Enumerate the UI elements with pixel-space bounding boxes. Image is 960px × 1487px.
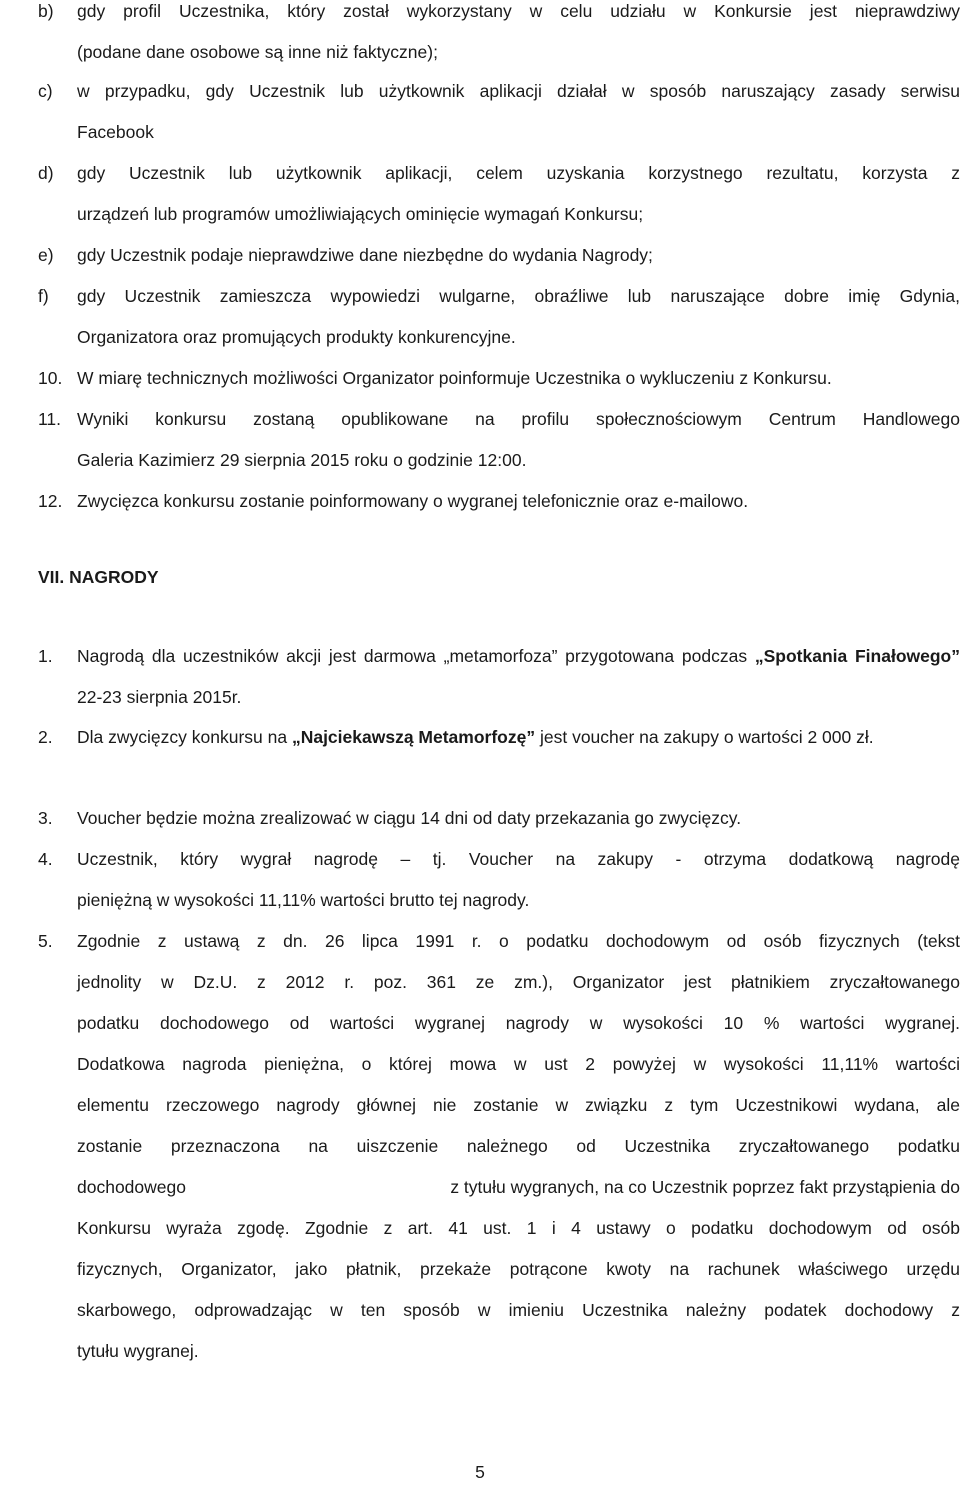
list-item-f [38,276,960,358]
prize-text: Voucher będzie można zrealizować w ciągu 14 dni od daty przekazania go zwycięzcy. [77,808,742,828]
list-text: gdy Uczestnik zamieszcza wypowiedzi wulgarne, obraźliwe lub naruszające dobre imię Gdynia, [77,286,960,306]
tax-text-line: skarbowego, odprowadzając w ten sposób w imieniu Uczestnika należny podatek dochodowy z [77,1300,960,1320]
prize-label: 3. [38,808,53,828]
contest-name: „Najciekawszą Metamorfozę” [291,727,536,747]
point-text: Wyniki konkursu zostaną opublikowane na profilu społecznościowym Centrum Handlowego [77,409,960,429]
prize-label: 2. [38,727,53,747]
point-text: Zwycięzca konkursu zostanie poinformowany o wygranej telefonicznie oraz e-mailowo. [77,491,749,511]
tax-text-line: Konkursu wyraża zgodę. Zgodnie z art. 41 ust. 1 i 4 ustawy o podatku dochodowym od osób [77,1218,960,1238]
point-12 [38,481,960,522]
list-text: Organizatora oraz promujących produkty konkurencyjne. [77,327,516,347]
tax-text-line: jednolity w Dz.U. z 2012 r. poz. 361 ze zm.), Organizator jest płatnikiem zryczałtowanego [77,972,960,992]
tax-text-line: fizycznych, Organizator, jako płatnik, przekaże potrącone kwoty na rachunek właściwego urzędu [77,1259,960,1279]
prize-text-pre: Dla zwycięzcy konkursu na [77,727,292,747]
tax-text-fragment: dochodowego [77,1177,186,1197]
point-11 [38,399,960,481]
list-item-c [38,71,960,153]
list-item-b [38,0,960,73]
prize-item-2 [38,717,960,758]
prize-text-post: 22-23 sierpnia 2015r. [77,687,242,707]
list-text: w przypadku, gdy Uczestnik lub użytkownik aplikacji działał w sposób naruszający zasady serwisu [77,81,960,101]
event-name: „Spotkania Finałowego” [754,646,960,666]
prize-text [77,717,960,758]
page-number: 5 [475,1462,485,1482]
list-text: gdy profil Uczestnika, który został wykorzystany w celu udziału w Konkursie jest nieprawdziwy [77,1,960,21]
prize-label: 1. [38,646,53,666]
list-label: d) [38,163,54,183]
prize-item-3 [38,798,960,839]
point-text: Galeria Kazimierz 29 sierpnia 2015 roku o godzinie 12:00. [77,450,527,470]
prize-item-1 [38,636,960,718]
tax-text-fragment: z tytułu wygranych, na co Uczestnik poprzez fakt przystąpienia do [450,1177,960,1197]
list-label: b) [38,1,54,21]
list-label: e) [38,245,54,265]
prize-text [77,636,960,718]
point-label: 12. [38,491,63,511]
list-text: (podane dane osobowe są inne niż faktyczne); [77,42,438,62]
list-text: gdy Uczestnik lub użytkownik aplikacji, celem uzyskania korzystnego rezultatu, korzysta z [77,163,960,183]
tax-text-line: podatku dochodowego od wartości wygranej nagrody w wysokości 10 % wartości wygranej. [77,1013,960,1033]
list-label: c) [38,81,53,101]
prize-item-5 [38,921,960,1372]
point-text: W miarę technicznych możliwości Organizator poinformuje Uczestnika o wykluczeniu z Konkursu. [77,368,832,388]
list-text: Facebook [77,122,154,142]
section-heading: VII. NAGRODY [38,567,159,587]
prize-text-pre: Nagrodą dla uczestników akcji jest darmowa „metamorfoza” przygotowana podczas [77,646,755,666]
prize-text-post: jest voucher na zakupy o wartości 2 000 zł. [535,727,874,747]
tax-text-line: Zgodnie z ustawą z dn. 26 lipca 1991 r. o podatku dochodowym od osób fizycznych (tekst [77,931,960,951]
point-label: 11. [38,409,62,429]
tax-text-line: Dodatkowa nagroda pieniężna, o której mowa w ust 2 powyżej w wysokości 11,11% wartości [77,1054,960,1074]
list-label: f) [38,286,49,306]
prize-label: 5. [38,931,53,951]
prize-text: pieniężną w wysokości 11,11% wartości brutto tej nagrody. [77,890,530,910]
list-item-e [38,235,960,276]
prize-text: Uczestnik, który wygrał nagrodę – tj. Voucher na zakupy - otrzyma dodatkową nagrodę [77,849,960,869]
prize-item-4 [38,839,960,921]
tax-text-line: tytułu wygranej. [77,1341,199,1361]
prize-label: 4. [38,849,53,869]
tax-text-line: zostanie przeznaczona na uiszczenie należnego od Uczestnika zryczałtowanego podatku [77,1136,960,1156]
point-label: 10. [38,368,63,388]
list-text: gdy Uczestnik podaje nieprawdziwe dane niezbędne do wydania Nagrody; [77,245,653,265]
point-10 [38,358,960,399]
list-text: urządzeń lub programów umożliwiających ominięcie wymagań Konkursu; [77,204,644,224]
tax-text-line: elementu rzeczowego nagrody głównej nie zostanie w związku z tym Uczestnikowi wydana, ale [77,1095,960,1115]
list-item-d [38,153,960,235]
tax-text-line [77,1167,960,1208]
